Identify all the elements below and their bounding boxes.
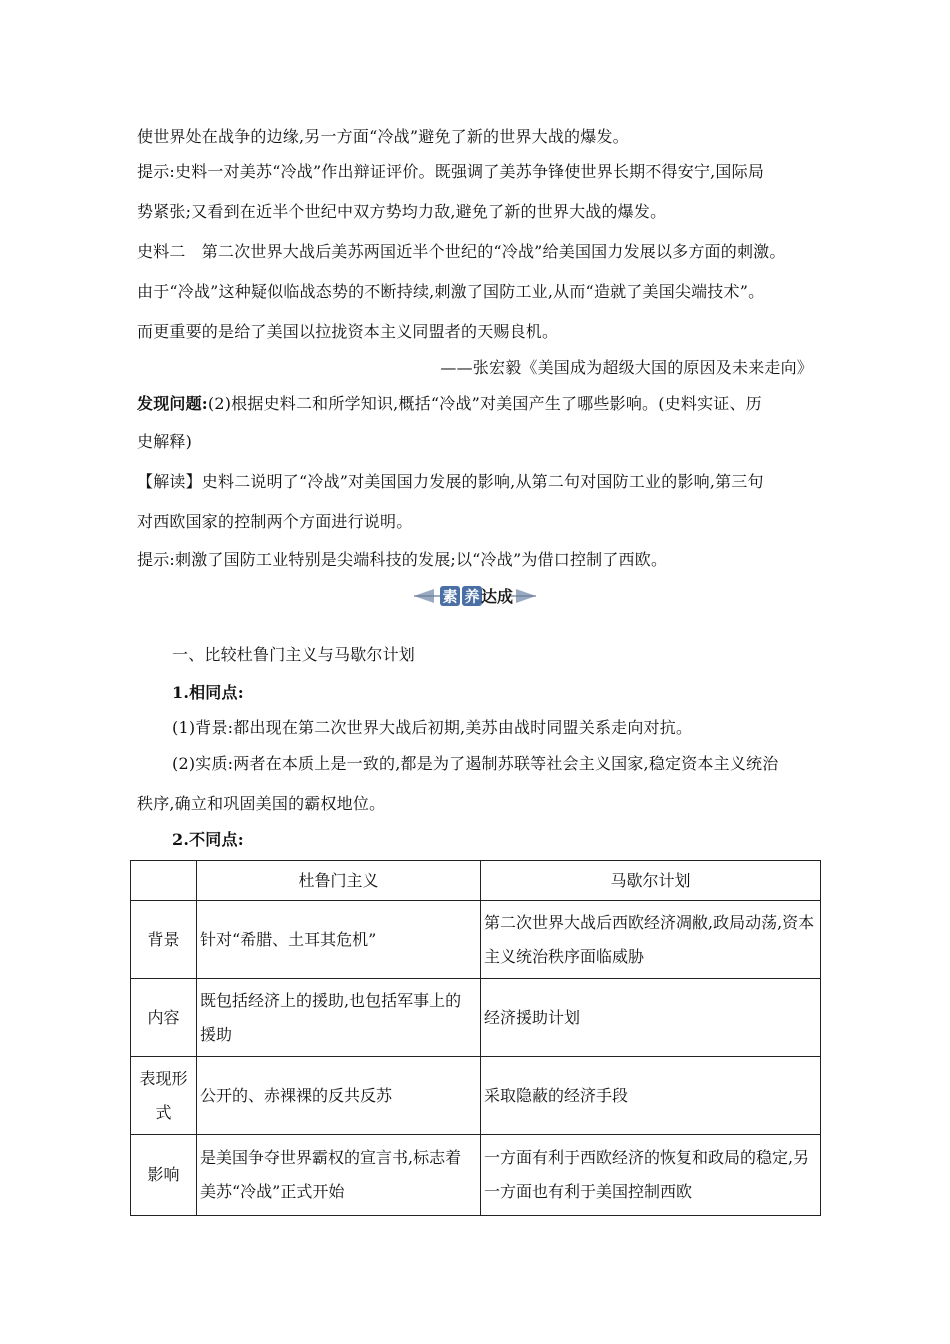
table-header-cell [131, 861, 197, 901]
question-label: 发现问题: [137, 394, 208, 413]
truman-cell: 公开的、赤裸裸的反共反苏 [197, 1057, 481, 1135]
question-line [137, 394, 762, 414]
truman-cell: 针对“希腊、土耳其危机” [197, 901, 481, 979]
text-line: 势紧张;又看到在近半个世纪中双方势均力敌,避免了新的世界大战的爆发。 [137, 202, 667, 221]
same-point-2-cont: 秩序,确立和巩固美国的霸权地位。 [137, 794, 386, 813]
text-line: 而更重要的是给了美国以拉拢资本主义同盟者的天赐良机。 [137, 322, 559, 341]
table-row [131, 901, 821, 979]
marshall-cell: 采取隐蔽的经济手段 [481, 1057, 821, 1135]
interpretation-line: 【解读】史料二说明了“冷战”对美国国力发展的影响,从第二句对国防工业的影响,第三句 [137, 472, 764, 491]
row-label: 内容 [131, 979, 197, 1057]
section-banner [412, 583, 538, 609]
hint-line: 提示:刺激了国防工业特别是尖端科技的发展;以“冷战”为借口控制了西欧。 [137, 550, 668, 569]
text-line: 对西欧国家的控制两个方面进行说明。 [137, 512, 413, 531]
row-label: 背景 [131, 901, 197, 979]
banner-char: 达 [480, 587, 498, 606]
left-ornament-icon [414, 589, 440, 603]
row-label: 表现形式 [131, 1057, 197, 1135]
table-row [131, 1135, 821, 1216]
citation: ——张宏毅《美国成为超级大国的原因及未来走向》 [440, 358, 813, 377]
text-line: 史料二 第二次世界大战后美苏两国近半个世纪的“冷战”给美国国力发展以多方面的刺激。 [137, 242, 786, 261]
truman-cell: 既包括经济上的援助,也包括军事上的援助 [197, 979, 481, 1057]
marshall-cell: 一方面有利于西欧经济的恢复和政局的稳定,另一方面也有利于美国控制西欧 [481, 1135, 821, 1216]
text-line: 提示:史料一对美苏“冷战”作出辩证评价。既强调了美苏争锋使世界长期不得安宁,国际局 [137, 162, 765, 181]
banner-char: 素 [442, 587, 458, 606]
marshall-cell: 第二次世界大战后西欧经济凋敝,政局动荡,资本主义统治秩序面临威胁 [481, 901, 821, 979]
row-label: 影响 [131, 1135, 197, 1216]
text-line: 由于“冷战”这种疑似临战态势的不断持续,刺激了国防工业,从而“造就了美国尖端技术”。 [137, 282, 765, 301]
truman-cell: 是美国争夺世界霸权的宣言书,标志着美苏“冷战”正式开始 [197, 1135, 481, 1216]
banner-char: 成 [496, 587, 514, 606]
diff-heading: 2.不同点: [172, 830, 244, 849]
comparison-table [130, 860, 821, 1216]
same-heading: 1.相同点: [172, 683, 244, 702]
right-ornament-icon [510, 589, 536, 603]
same-point-2: (2)实质:两者在本质上是一致的,都是为了遏制苏联等社会主义国家,稳定资本主义统治 [172, 754, 779, 773]
table-header-cell: 杜鲁门主义 [197, 861, 481, 901]
table-row [131, 1057, 821, 1135]
marshall-cell: 经济援助计划 [481, 979, 821, 1057]
text-line: 史解释) [137, 432, 193, 451]
table-header-row [131, 861, 821, 901]
text-line: 使世界处在战争的边缘,另一方面“冷战”避免了新的世界大战的爆发。 [137, 127, 629, 146]
table-row [131, 979, 821, 1057]
section-title: 一、比较杜鲁门主义与马歇尔计划 [172, 645, 416, 664]
banner-char: 养 [464, 587, 480, 606]
question-text: (2)根据史料二和所学知识,概括“冷战”对美国产生了哪些影响。(史料实证、历 [207, 394, 762, 413]
same-point-1: (1)背景:都出现在第二次世界大战后初期,美苏由战时同盟关系走向对抗。 [172, 718, 693, 737]
table-header-cell: 马歇尔计划 [481, 861, 821, 901]
